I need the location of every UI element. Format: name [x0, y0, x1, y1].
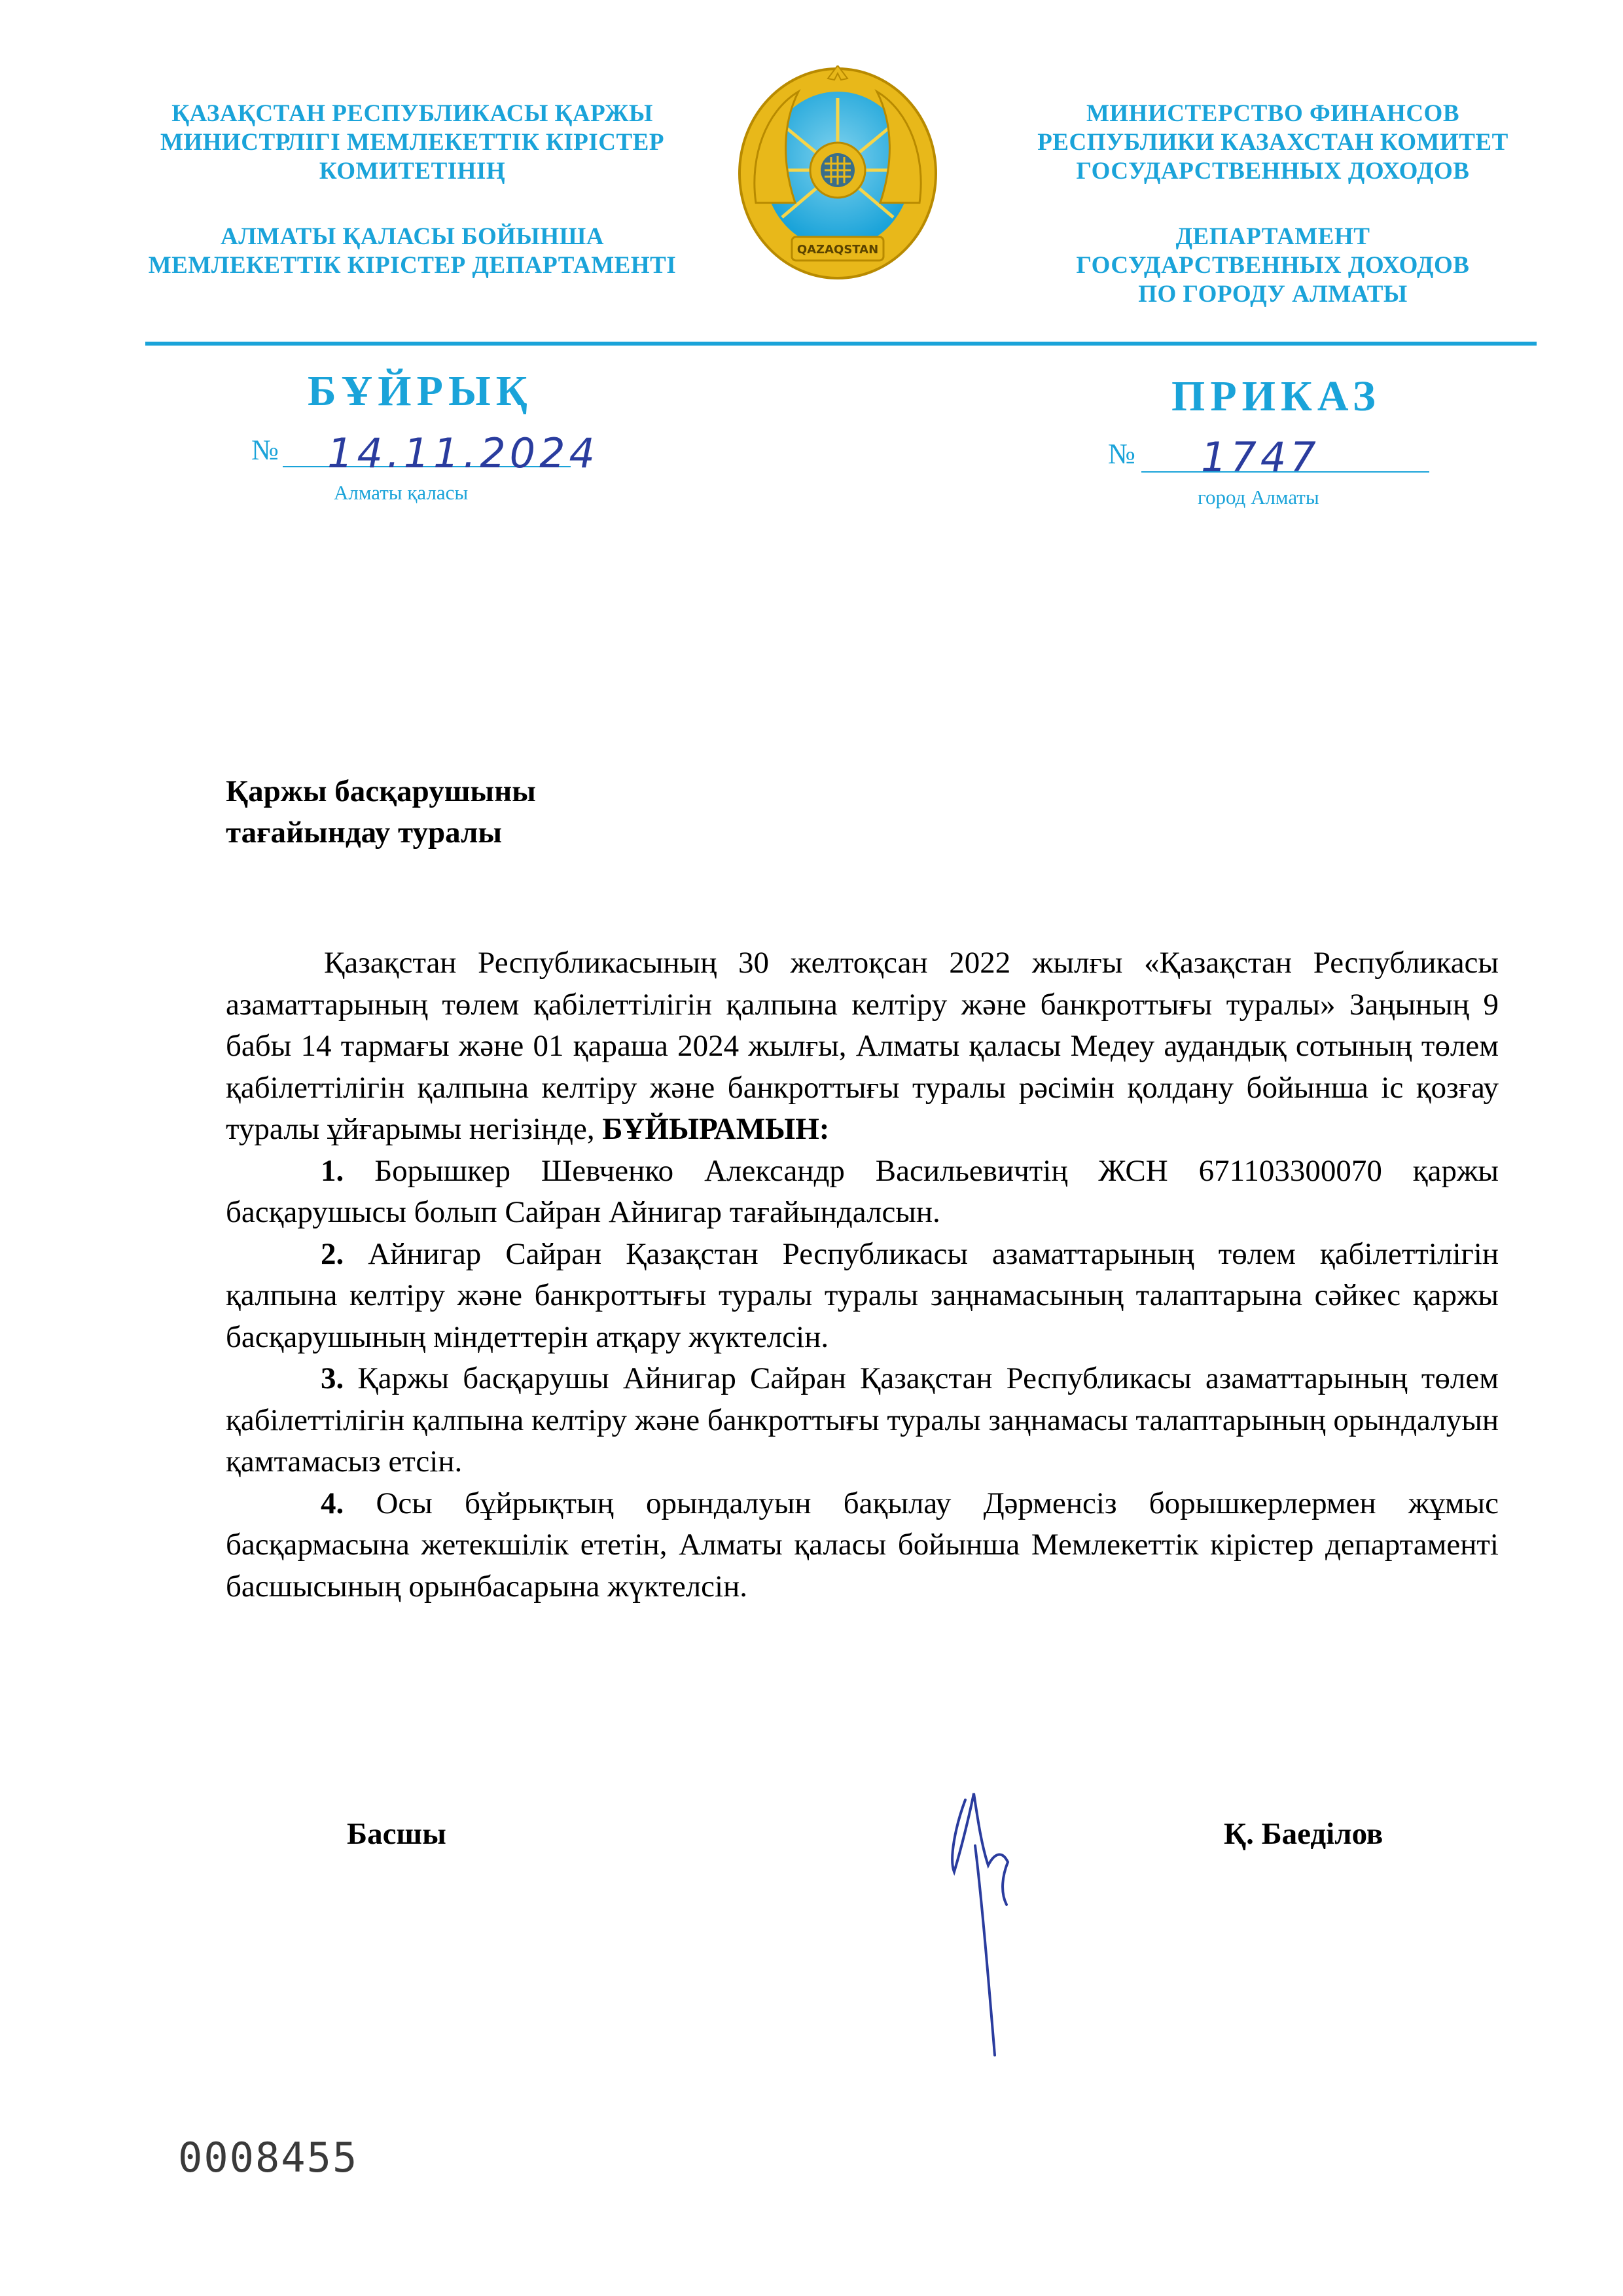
header-left-line: КОМИТЕТІНІҢ [319, 158, 506, 185]
serial-number: 0008455 [178, 2134, 359, 2181]
order-date: 14.11.2024 [327, 429, 599, 477]
item-number: 1. [321, 1153, 344, 1188]
order-number: 1747 [1201, 433, 1320, 481]
handwritten-signature [929, 1767, 1060, 2068]
item-number: 4. [321, 1486, 344, 1520]
header-right-line: МИНИСТЕРСТВО ФИНАНСОВ [1086, 100, 1460, 127]
order-body [226, 942, 1499, 1607]
header-left-line: ҚАЗАҚСТАН РЕСПУБЛИКАСЫ ҚАРЖЫ [171, 100, 653, 127]
preamble-text: Қазақстан Республикасының 30 желтоқсан 2022 жылғы «Қазақстан Республикасы азаматтарының төлем қабілеттілігін қалпына келтіру және банкроттығы туралы» Заңының 9 бабы 14 тармағы және 01 қараша 2024 жылғы, Алматы қаласы Медеу аудандық сотының төлем қабілеттілігін қалпына келтіру және банкроттығы туралы рәсімін қолдану бойынша іс қозғау туралы ұйғарымы негізінде, [226, 946, 1499, 1146]
header-left-line: МЕМЛЕКЕТТІК КІРІСТЕР ДЕПАРТАМЕНТІ [148, 252, 677, 279]
order-item [226, 1483, 1499, 1608]
item-text: Айнигар Сайран Қазақстан Республикасы азаматтарының төлем қабілеттілігін қалпына келтіру және банкроттығы туралы туралы заңнамасының талаптарына сәйкес қаржы басқарушының міндеттерін атқару жүктелсін. [226, 1236, 1499, 1354]
signatory-title: Басшы [347, 1817, 446, 1851]
decree-word: БҰЙЫРАМЫН: [602, 1112, 830, 1146]
item-text: Қаржы басқарушы Айнигар Сайран Қазақстан Республикасы азаматтарының төлем қабілеттілігін қалпына келтіру және банкроттығы туралы заңнамасы талаптарының орындалуын қамтамасыз етсін. [226, 1361, 1499, 1479]
subject-line: Қаржы басқарушыны [226, 774, 536, 808]
header-left [124, 99, 700, 280]
order-item [226, 1234, 1499, 1359]
number-sign-kz: № [251, 434, 279, 466]
header-right-line: ГОСУДАРСТВЕННЫХ ДОХОДОВ [1076, 158, 1470, 185]
item-number: 3. [321, 1361, 344, 1395]
emblem-text: QAZAQSTAN [796, 243, 879, 257]
order-item [226, 1358, 1499, 1483]
header-left-line: МИНИСТРЛІГІ МЕМЛЕКЕТТІК КІРІСТЕР [160, 129, 664, 156]
order-title-ru: ПРИКАЗ [1171, 372, 1381, 420]
order-title-kz: БҰЙРЫҚ [308, 367, 533, 415]
header-right-line: РЕСПУБЛИКИ КАЗАХСТАН КОМИТЕТ [1037, 129, 1508, 156]
city-kz: Алматы қаласы [334, 481, 469, 504]
number-sign-ru: № [1108, 438, 1135, 470]
order-item [226, 1151, 1499, 1234]
order-subject [226, 771, 536, 853]
city-ru: город Алматы [1198, 486, 1319, 509]
item-text: Борышкер Шевченко Александр Васильевичтің ЖСН 671103300070 қаржы басқарушысы болып Сайран Айнигар тағайындалсын. [226, 1153, 1499, 1229]
header-right-line: ДЕПАРТАМЕНТ [1175, 223, 1370, 250]
header-right-line: ПО ГОРОДУ АЛМАТЫ [1138, 281, 1408, 308]
subject-line: тағайындау туралы [226, 816, 503, 850]
header-left-line: АЛМАТЫ ҚАЛАСЫ БОЙЫНША [221, 223, 604, 250]
signatory-name: Қ. Баеділов [1224, 1817, 1383, 1851]
header-right [982, 99, 1564, 309]
header-right-line: ГОСУДАРСТВЕННЫХ ДОХОДОВ [1076, 252, 1470, 279]
item-number: 2. [321, 1236, 344, 1271]
header-divider [145, 342, 1537, 346]
preamble-paragraph [226, 942, 1499, 1151]
item-text: Осы бұйрықтың орындалуын бақылау Дәрменсіз борышкерлермен жұмыс басқармасына жетекшілік ететін, Алматы қаласы бойынша Мемлекеттік кірістер департаменті басшысының орынбасарына жүктелсін. [226, 1486, 1499, 1604]
state-emblem [736, 65, 939, 291]
